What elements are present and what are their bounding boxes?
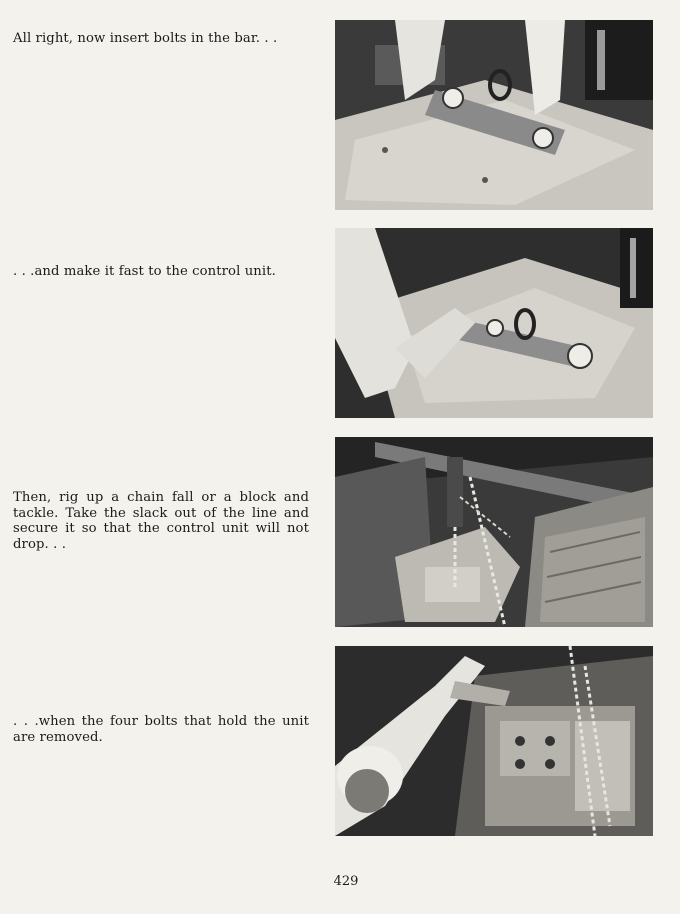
photo-bolts-removed-image xyxy=(335,646,653,836)
photo-make-fast xyxy=(335,228,653,418)
caption-rig-chain-fall: Then, rig up a chain fall or a block and tackle. Take the slack out of the line and secure it so that the control unit will not drop. . . xyxy=(13,490,309,552)
photo-insert-bolts-image xyxy=(335,20,653,210)
photo-make-fast-image xyxy=(335,228,653,418)
photo-chain-fall xyxy=(335,437,653,627)
caption-bolts-removed: . . .when the four bolts that hold the unit are removed. xyxy=(13,714,309,745)
photo-chain-fall-image xyxy=(335,437,653,627)
photo-bolts-removed xyxy=(335,646,653,836)
caption-make-fast: . . .and make it fast to the control unit. xyxy=(13,264,276,279)
caption-insert-bolts: All right, now insert bolts in the bar. . . xyxy=(13,31,278,46)
page-number: 429 xyxy=(333,874,359,889)
photo-insert-bolts xyxy=(335,20,653,210)
